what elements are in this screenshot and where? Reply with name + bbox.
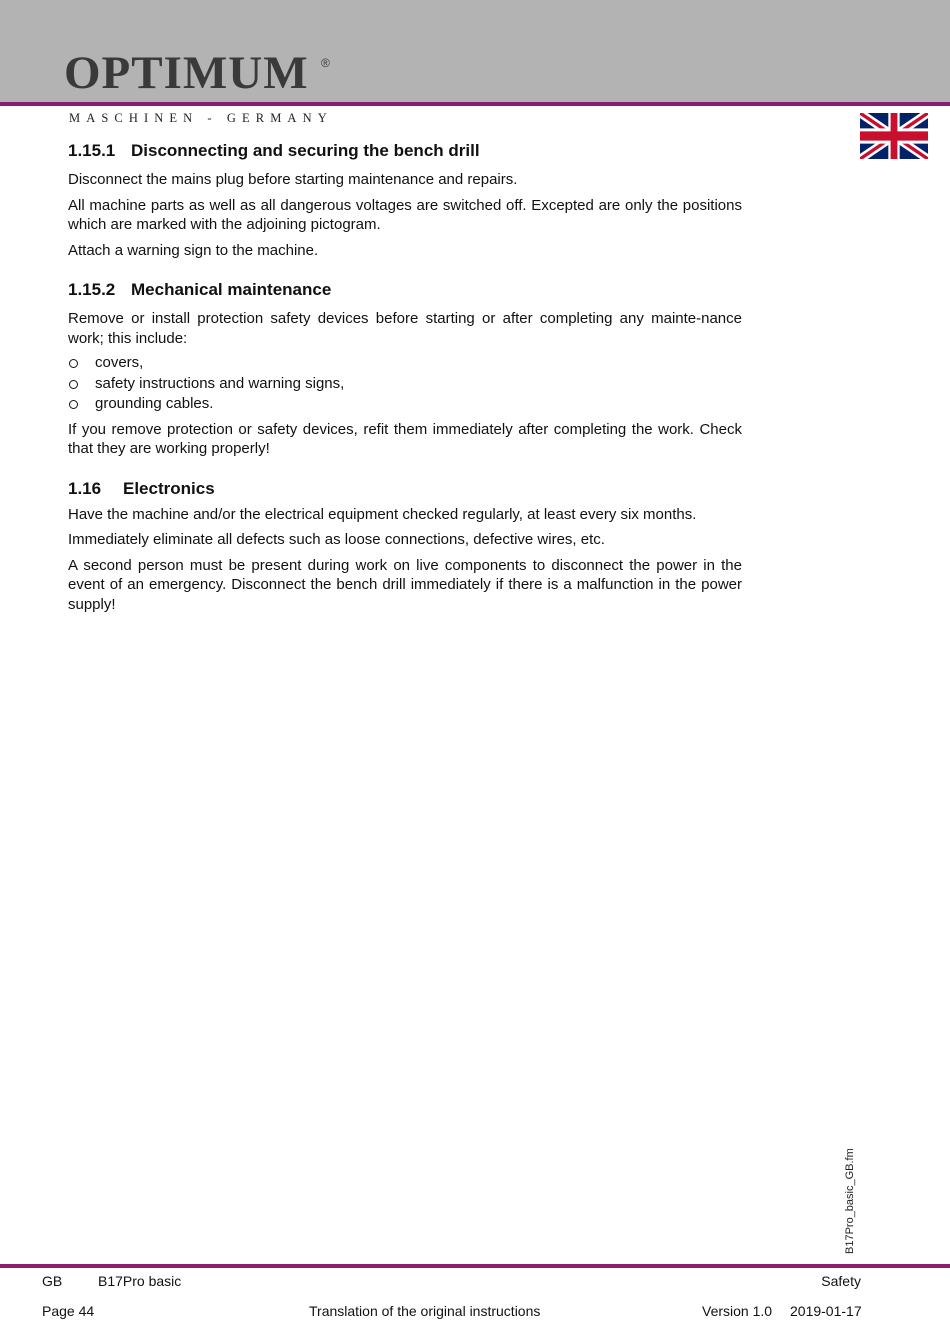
header-rule (0, 102, 950, 106)
list-item: covers, (68, 353, 742, 374)
bullet-list (68, 353, 742, 415)
source-filename: B17Pro_basic_GB.fm (844, 1148, 856, 1254)
paragraph: A second person must be present during work on live components to disconnect the power in the event of an emergency. Disconnect the bench drill immediately if there is a malfunction in the power supply! (68, 556, 742, 613)
footer-model: B17Pro basic (98, 1273, 182, 1289)
bullet-circle-icon (69, 359, 78, 368)
paragraph: All machine parts as well as all dangerous voltages are switched off. Excepted are only the positions which are marked with the adjoining pictogram. (68, 196, 742, 233)
brand-logo: OPTIMUM (64, 47, 309, 99)
bullet-circle-icon (69, 400, 78, 409)
paragraph: Disconnect the mains plug before starting maintenance and repairs. (68, 171, 518, 188)
paragraph: If you remove protection or safety devices, refit them immediately after completing the work. Check that they are working properly! (68, 420, 742, 457)
section-heading-1-16: 1.16 Electronics (68, 478, 215, 498)
footer-date: 2019-01-17 (790, 1303, 862, 1319)
document-body (68, 140, 742, 614)
paragraph: Attach a warning sign to the machine. (68, 241, 319, 259)
footer-version: Version 1.0 (702, 1303, 773, 1319)
list-item: safety instructions and warning signs, (68, 374, 742, 395)
section-heading-1-15-2: 1.15.2 Mechanical maintenance (68, 280, 332, 299)
registered-mark: ® (321, 56, 330, 70)
page-number: Page 44 (42, 1303, 95, 1319)
footer-chapter: Safety (821, 1273, 861, 1289)
paragraph: Immediately eliminate all defects such as loose connections, defective wires, etc. (68, 531, 605, 548)
paragraph: Have the machine and/or the electrical equipment checked regularly, at least every six months. (68, 505, 697, 523)
footer-translation-note: Translation of the original instructions (309, 1303, 541, 1319)
footer-rule (0, 1264, 950, 1268)
footer-language: GB (42, 1273, 63, 1289)
section-heading-1-15-1: 1.15.1 Disconnecting and securing the bench drill (68, 141, 480, 160)
list-item: grounding cables. (68, 394, 742, 415)
uk-flag-icon (860, 113, 928, 159)
brand-tagline: MASCHINEN - GERMANY (69, 111, 333, 125)
bullet-circle-icon (69, 380, 78, 389)
paragraph: Remove or install protection safety devices before starting or after completing any mainte-nance work; this include: (68, 310, 742, 347)
